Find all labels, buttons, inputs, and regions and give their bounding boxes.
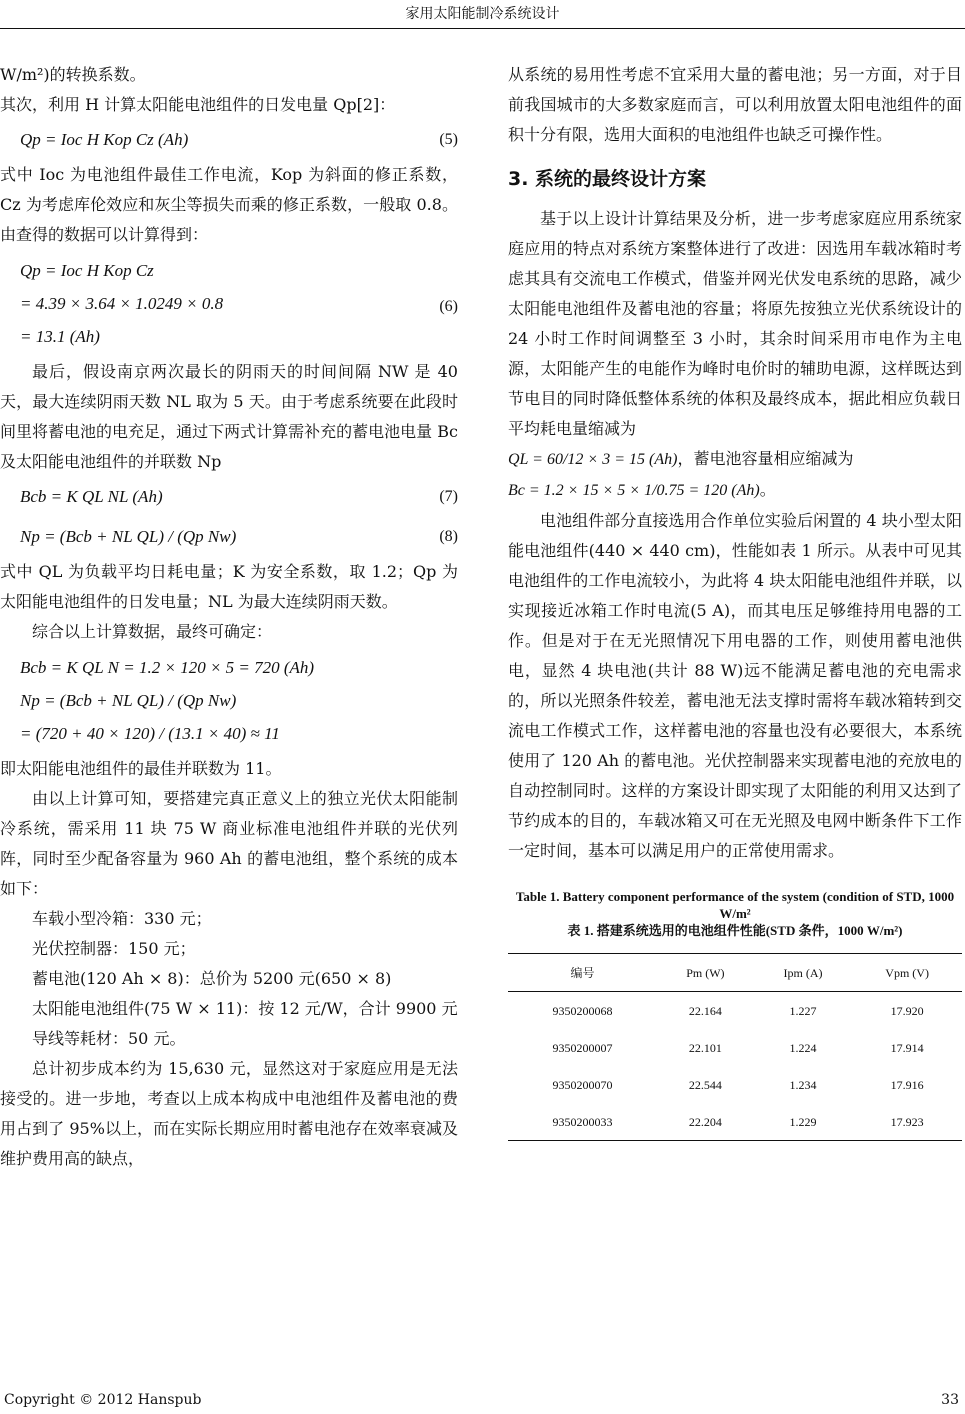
equation-ql: QL = 60/12 × 3 = 15 (Ah) <box>508 451 678 468</box>
paragraph: 式中 Ioc 为电池组件最佳工作电流，Kop 为斜面的修正系数，Cz 为考虑库伦效应和灰尘等损失而乘的修正系数，一般取 0.8。由查得的数据可以计算得到： <box>0 165 458 244</box>
table-cell: 9350200007 <box>552 1040 613 1055</box>
paragraph: W/m²)的转换系数。 <box>0 65 146 84</box>
table-cell: 1.229 <box>789 1114 817 1129</box>
table-cell: 1.224 <box>789 1040 817 1055</box>
cost-item: 车载小型冷箱：330 元； <box>32 909 212 928</box>
paragraph: 由以上计算可知，要搭建完真正意义上的独立光伏太阳能制冷系统，需采用 11 块 75 W 商业标准电池组件并联的光伏列阵，同时至少配备容量为 960 Ah 的蓄电池组，整个系统的成本如下： <box>0 789 458 898</box>
equation-line: Qp = Ioc H Kop Cz <box>20 261 154 280</box>
table-cell: 22.544 <box>688 1077 722 1092</box>
table-cell: 9350200033 <box>552 1114 613 1129</box>
table-cell: 17.914 <box>890 1040 924 1055</box>
table-cell: 22.101 <box>688 1040 722 1055</box>
equation-expr: Qp = Ioc H Kop Cz (Ah) <box>20 130 189 149</box>
table-row <box>508 1103 962 1141</box>
table-caption-en: Table 1. Battery component performance of the system (condition of STD, 1000 W/m² <box>515 889 955 921</box>
table-header-row <box>508 954 962 992</box>
equation-line: = (720 + 40 × 120) / (13.1 × 40) ≈ 11 <box>20 724 280 743</box>
inline-equation-line <box>508 444 962 475</box>
table-cell: 22.164 <box>688 1003 722 1018</box>
header-rule <box>0 28 965 29</box>
equation-5 <box>0 120 458 160</box>
table-caption <box>508 888 962 939</box>
paragraph: 最后，假设南京两次最长的阴雨天的时间间隔 NW 是 40 天，最大连续阴雨天数 NL 取为 5 天。由于考虑系统要在此段时间里将蓄电池的电充足，通过下两式计算需补充的蓄电池电量 Bc 及太阳能电池组件的并联数 Np <box>0 362 458 471</box>
table-caption-cn: 表 1. 搭建系统选用的电池组件性能(STD 条件，1000 W/m²) <box>567 923 903 938</box>
equation-6 <box>0 250 458 357</box>
table-row <box>508 992 962 1030</box>
equation-expr: Bcb = K QL NL (Ah) <box>20 487 163 506</box>
cost-item: 导线等耗材：50 元。 <box>32 1029 186 1048</box>
table-header: Vpm (V) <box>885 965 929 980</box>
paragraph: 基于以上设计计算结果及分析，进一步考虑家庭应用系统家庭应用的特点对系统方案整体进行了改进：因选用车载冰箱时考虑其具有交流电工作模式，借鉴并网光伏发电系统的思路，减少太阳能电池组件及蓄电池的容量；将原先按独立光伏系统设计的 24 小时工作时间调整至 3 小时，其余时间采用市电作为主电源，太阳能产生的电能作为峰时电价时的辅助电源，这样既达到节电目的同时降低整体系统的体积及最终成本，据此相应负载日平均耗电量缩减为 <box>508 209 962 438</box>
paragraph: 即太阳能电池组件的最佳并联数为 11。 <box>0 759 282 778</box>
footer-copyright: Copyright © 2012 Hanspub <box>4 1392 202 1408</box>
equation-line: = 13.1 (Ah) <box>20 327 100 346</box>
cost-item: 光伏控制器：150 元； <box>32 939 196 958</box>
table-header: Ipm (A) <box>783 965 823 980</box>
paragraph: 其次，利用 H 计算太阳能电池组件的日发电量 Qp[2]： <box>0 95 396 114</box>
battery-table <box>508 953 962 1141</box>
table-cell: 17.920 <box>890 1003 924 1018</box>
section-heading: 3. 系统的最终设计方案 <box>508 168 707 190</box>
table-header: 编号 <box>570 965 595 980</box>
equation-8 <box>0 517 458 557</box>
paragraph: 综合以上计算数据，最终可确定： <box>32 622 273 641</box>
table-cell: 17.916 <box>890 1077 924 1092</box>
table-row <box>508 1029 962 1066</box>
equation-line: Np = (Bcb + NL QL) / (Qp Nw) <box>20 691 237 710</box>
running-header: 家用太阳能制冷系统设计 <box>405 6 560 22</box>
equation-bc: Bc = 1.2 × 15 × 5 × 1/0.75 = 120 (Ah) <box>508 482 760 499</box>
equation-combined <box>0 647 458 754</box>
equation-tail: ，蓄电池容量相应缩减为 <box>677 449 854 468</box>
equation-7 <box>0 477 458 517</box>
paragraph: 从系统的易用性考虑不宜采用大量的蓄电池；另一方面，对于目前我国城市的大多数家庭而言，可以利用放置太阳电池组件的面积十分有限，选用大面积的电池组件也缺乏可操作性。 <box>508 65 962 144</box>
table-cell: 1.227 <box>789 1003 817 1018</box>
table-header: Pm (W) <box>686 965 725 980</box>
left-column <box>0 60 458 1174</box>
table-cell: 9350200070 <box>552 1077 613 1092</box>
equation-tail: 。 <box>759 480 776 499</box>
page-number: 33 <box>941 1392 959 1408</box>
table-cell: 22.204 <box>688 1114 722 1129</box>
equation-expr: Np = (Bcb + NL QL) / (Qp Nw) <box>20 527 237 546</box>
equation-line: = 4.39 × 3.64 × 1.0249 × 0.8 <box>20 294 224 313</box>
cost-item: 太阳能电池组件(75 W × 11)：按 12 元/W，合计 9900 元 <box>32 999 458 1018</box>
equation-number: (5) <box>439 131 458 148</box>
inline-equation-line <box>508 475 962 506</box>
table-cell: 9350200068 <box>552 1003 613 1018</box>
equation-number: (8) <box>439 528 458 545</box>
equation-number: (6) <box>439 298 458 315</box>
paragraph: 式中 QL 为负载平均日耗电量；K 为安全系数，取 1.2；Qp 为太阳能电池组件的日发电量；NL 为最大连续阴雨天数。 <box>0 562 458 611</box>
paragraph: 总计初步成本约为 15,630 元，显然这对于家庭应用是无法接受的。进一步地，考查以上成本构成中电池组件及蓄电池的费用占到了 95%以上，而在实际长期应用时蓄电池存在效率衰减及维护费用高的缺点， <box>0 1059 458 1168</box>
equation-line: Bcb = K QL N = 1.2 × 120 × 5 = 720 (Ah) <box>20 658 315 677</box>
right-column <box>508 60 962 1141</box>
equation-number: (7) <box>439 488 458 505</box>
paragraph: 电池组件部分直接选用合作单位实验后闲置的 4 块小型太阳能电池组件(440 × 440 cm)，性能如表 1 所示。从表中可见其电池组件的工作电流较小，为此将 4 块太阳能电池组件并联，以实现接近冰箱工作时电流(5 A)，而其电压足够维持用电器的工作。但是对于在无光照情况下用电器的工作，则使用蓄电池供电，显然 4 块电池(共计 88 W)远不能满足蓄电池的充电需求的，所以光照条件较差，蓄电池无法支撑时需将车载冰箱转到交流电工作模式工作，这样蓄电池的容量也没有必要很大，本系统使用了 120 Ah 的蓄电池。光伏控制器来实现蓄电池的充放电的自动控制同时。这样的方案设计即实现了太阳能的利用又达到了节约成本的目的，车载冰箱又可在无光照及电网中断条件下工作一定时间，基本可以满足用户的正常使用需求。 <box>508 511 962 860</box>
cost-item: 蓄电池(120 Ah × 8)：总价为 5200 元(650 × 8) <box>32 969 392 988</box>
table-cell: 17.923 <box>890 1114 924 1129</box>
table-row <box>508 1066 962 1103</box>
table-cell: 1.234 <box>789 1077 817 1092</box>
